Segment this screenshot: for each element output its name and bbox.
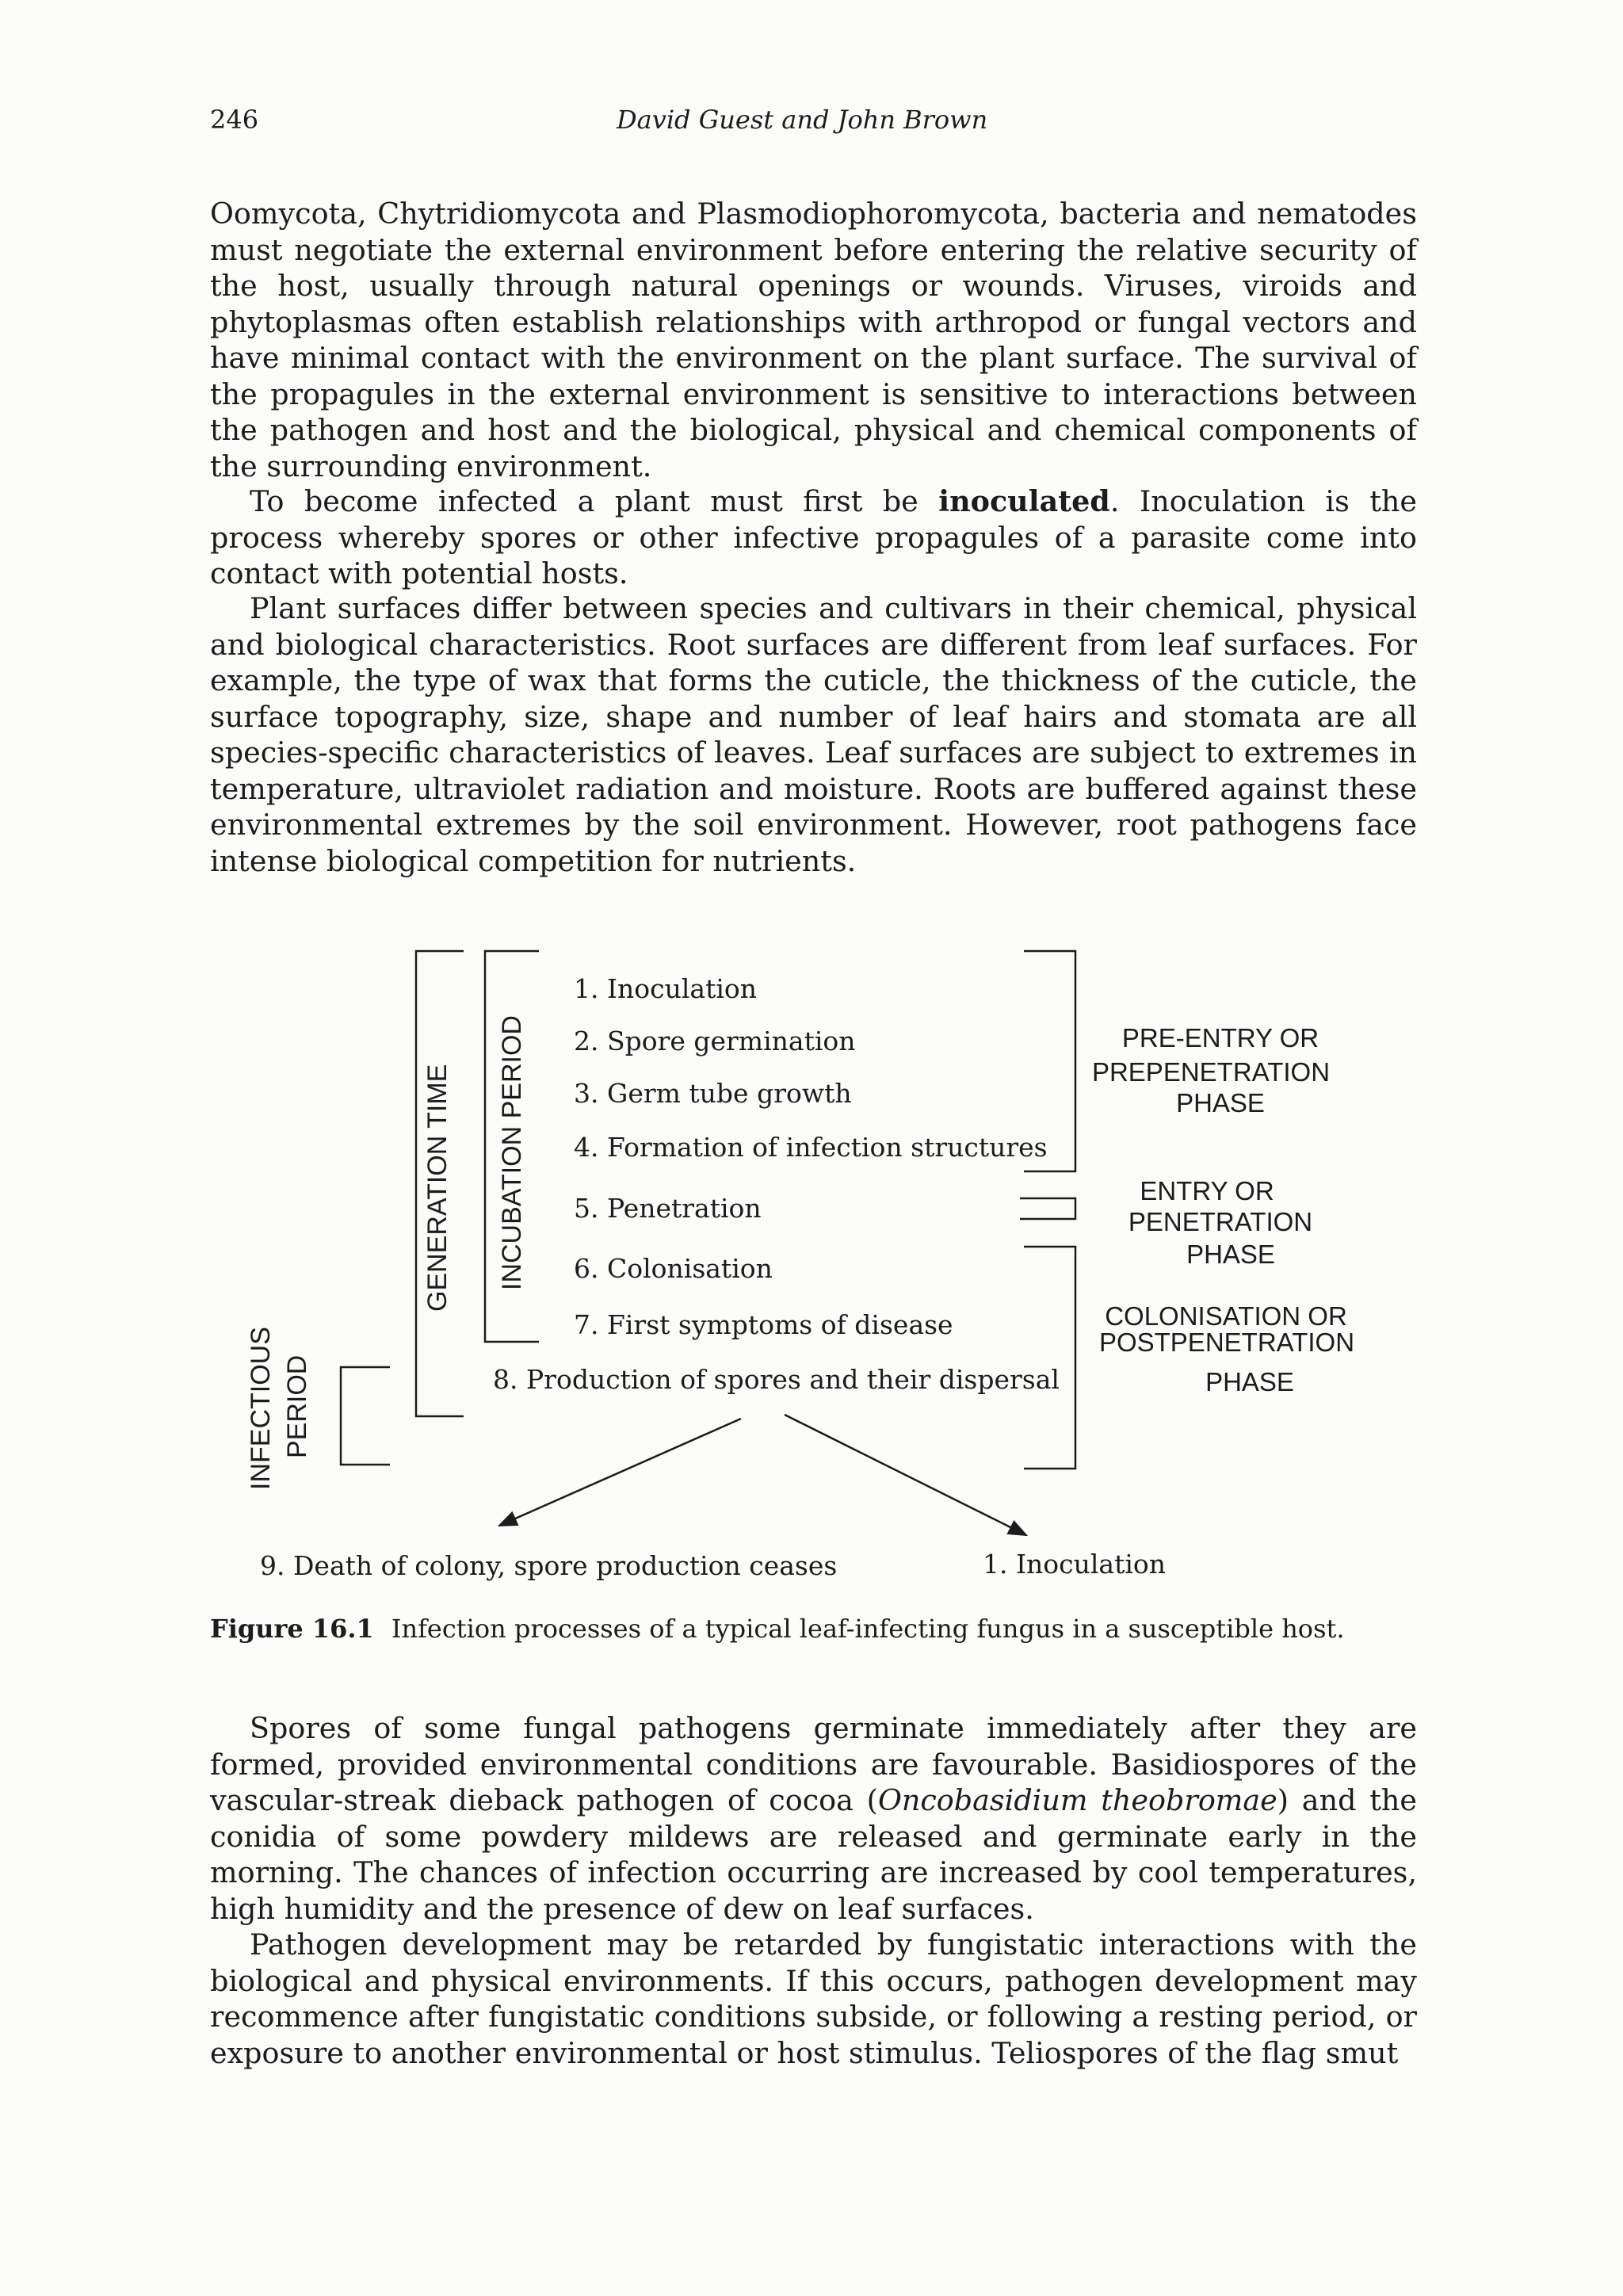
step-2: 2. Spore germination: [574, 1026, 856, 1056]
step-6: 6. Colonisation: [574, 1253, 773, 1284]
figure-caption: [210, 1614, 1345, 1644]
paragraph-4-text-a: Spores of some fungal pathogens germinate immediately after they are formed, provided environmental conditions are favourable. Basidiospores of the vascular-streak dieback pathogen of cocoa (: [210, 1711, 1417, 1817]
paragraph-4: [210, 1710, 1417, 1927]
phase-colonisation-line-3: PHASE: [1205, 1367, 1294, 1396]
step-7: 7. First symptoms of disease: [574, 1309, 953, 1340]
outcome-inoculation: 1. Inoculation: [983, 1549, 1167, 1580]
step-3: 3. Germ tube growth: [574, 1078, 852, 1109]
figure-caption-text: Infection processes of a typical leaf-infecting fungus in a susceptible host.: [391, 1614, 1345, 1644]
arrow-to-death: [499, 1419, 741, 1526]
phase-entry-line-3: PHASE: [1186, 1240, 1275, 1269]
label-incubation-period: INCUBATION PERIOD: [497, 1015, 527, 1290]
step-8: 8. Production of spores and their dispersal: [493, 1364, 1060, 1395]
label-generation-time: GENERATION TIME: [422, 1064, 453, 1312]
phase-entry-line-2: PENETRATION: [1128, 1207, 1313, 1236]
paragraph-2-text-a: To become infected a plant must first be: [250, 484, 939, 518]
running-head: David Guest and John Brown: [617, 105, 988, 135]
entry-bracket: [1020, 1198, 1075, 1219]
step-1: 1. Inoculation: [574, 973, 758, 1004]
phase-pre-entry-line-3: PHASE: [1176, 1088, 1265, 1117]
paragraph-2-bold-term: inoculated: [938, 484, 1110, 518]
step-4: 4. Formation of infection structures: [574, 1132, 1048, 1163]
phase-pre-entry-line-2: PREPENETRATION: [1091, 1057, 1331, 1087]
phase-entry-line-1: ENTRY OR: [1140, 1176, 1274, 1205]
label-infectious: INFECTIOUS: [246, 1327, 276, 1490]
phase-colonisation-line-1: COLONISATION OR: [1105, 1301, 1347, 1331]
infectious-period-bracket: [341, 1367, 390, 1465]
species-name: Oncobasidium theobromae: [877, 1783, 1277, 1817]
paragraph-3-text: Plant surfaces differ between species and cultivars in their chemical, physical and biological characteristics. Root surfaces are different from leaf surfaces. For example, the type of wax that forms the cuticle, the thickness of the cuticle, the surface topography, size, shape and number of leaf hairs and stomata are all species-specific characteristics of leaves. Leaf surfaces are subject to extremes in temperature, ultraviolet radiation and moisture. Roots are buffered against these environmental extremes by the soil environment. However, root pathogens face intense biological competition for nutrients.: [210, 591, 1417, 878]
paragraph-1: Oomycota, Chytridiomycota and Plasmodiophoromycota, bacteria and nematodes must negotiate the external environment before entering the relative security of the host, usually through natural openings or wounds. Viruses, viroids and phytoplasmas often establish relationships with arthropod or fungal vectors and have minimal contact with the environment on the plant surface. The survival of the propagules in the external environment is sensitive to interactions between the pathogen and host and the biological, physical and chemical components of the surrounding environment.: [210, 197, 1417, 483]
paragraph-4-text-b: ) and the conidia of some powdery mildews are released and germinate early in the morning. The chances of infection occurring are increased by cool temperatures, high humidity and the presence of dew on leaf surfaces.: [210, 1783, 1418, 1926]
phase-colonisation-line-2: POSTPENETRATION: [1098, 1328, 1355, 1357]
phase-pre-entry-line-1: PRE-ENTRY OR: [1121, 1023, 1319, 1052]
paragraph-5: [210, 1927, 1417, 2071]
paragraph-2-text-b: . Inoculation is the process whereby spores or other infective propagules of a parasite come into contact with potential hosts.: [210, 484, 1417, 590]
step-5: 5. Penetration: [574, 1193, 762, 1224]
arrow-to-inoculation: [785, 1415, 1026, 1535]
paragraph-5-text: Pathogen development may be retarded by fungistatic interactions with the biological and physical environments. If this occurs, pathogen development may recommence after fungistatic conditions subside, or following a resting period, or exposure to another environmental or host stimulus. Teliospores of the flag smut: [210, 1927, 1417, 2070]
label-period: PERIOD: [282, 1354, 312, 1458]
figure-label: Figure 16.1: [210, 1614, 374, 1644]
colonisation-bracket: [1024, 1247, 1075, 1469]
outcome-death: 9. Death of colony, spore production ceases: [260, 1550, 838, 1581]
page-number: 246: [210, 105, 259, 135]
